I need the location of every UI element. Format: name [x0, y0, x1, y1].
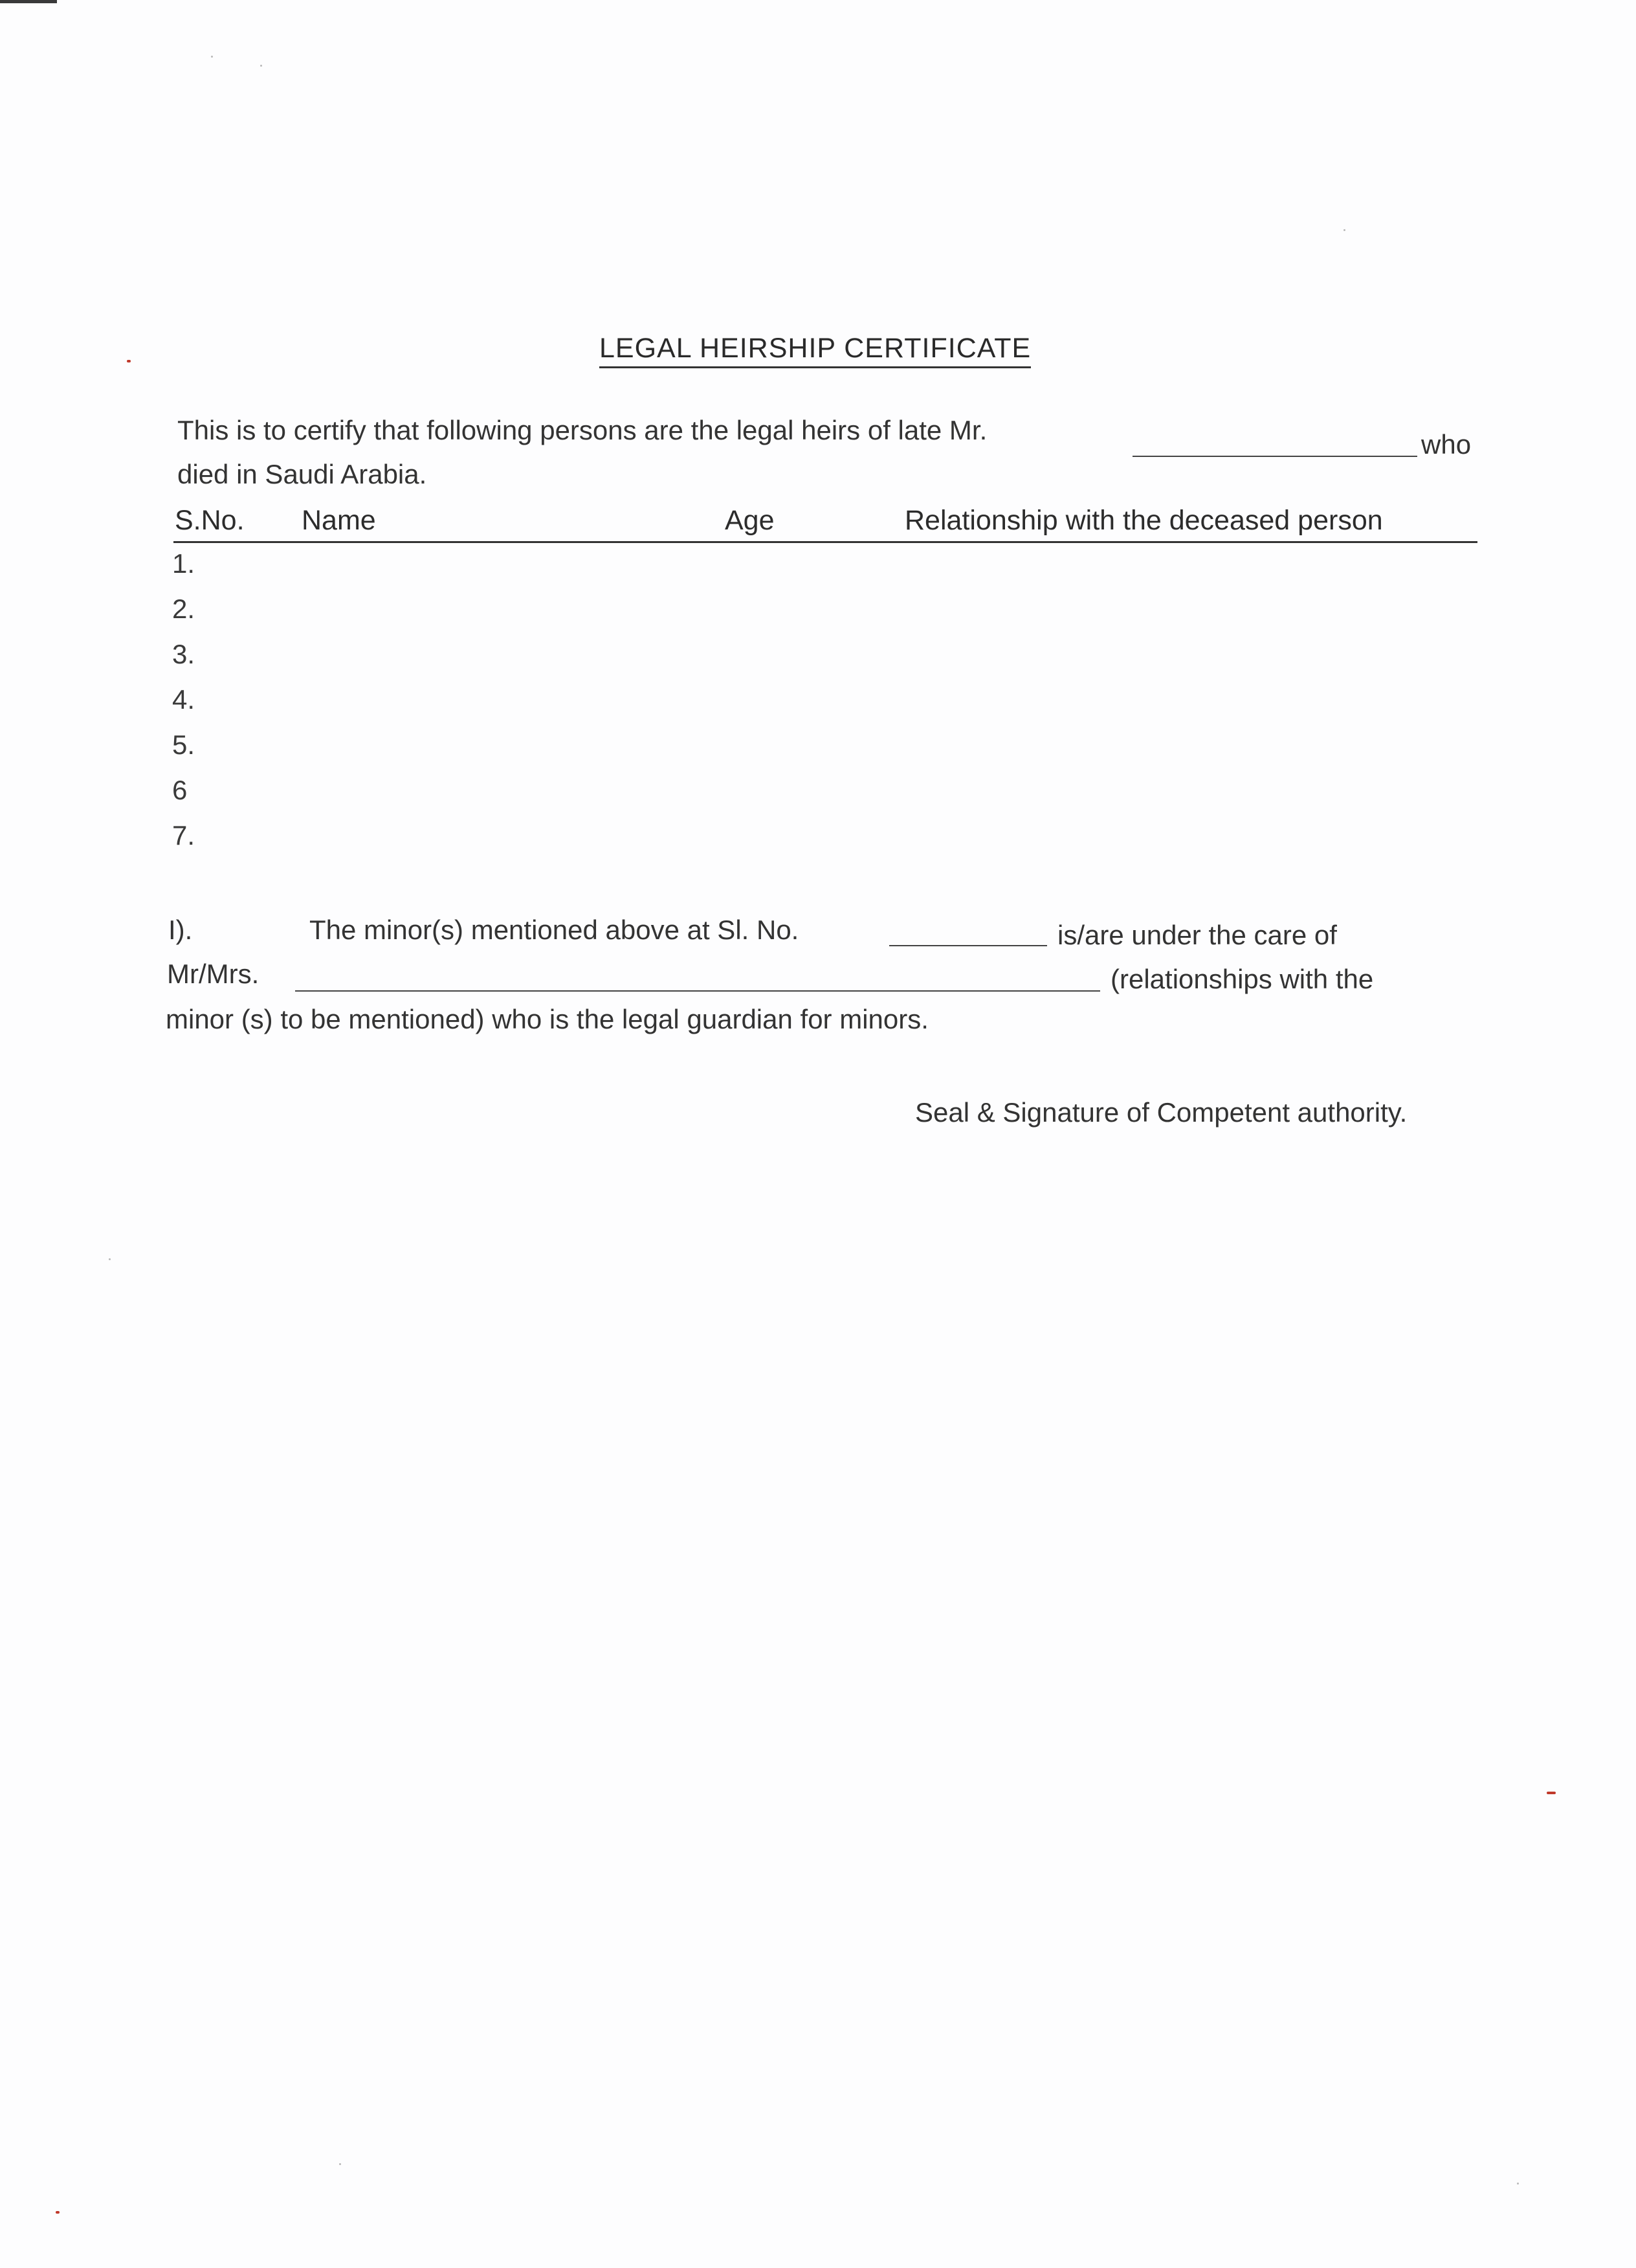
- row-number-4: 4.: [172, 684, 195, 715]
- row-number-7: 7.: [172, 820, 195, 850]
- intro-who: who: [1421, 429, 1472, 460]
- clause-text-4: minor (s) to be mentioned) who is the legal guardian for minors.: [166, 1004, 929, 1034]
- document-title: LEGAL HEIRSHIP CERTIFICATE: [599, 331, 1031, 368]
- clause-text-1: The minor(s) mentioned above at Sl. No.: [309, 915, 799, 945]
- scan-speck: [1517, 2183, 1519, 2185]
- clause-text-2: is/are under the care of: [1057, 920, 1337, 950]
- header-name: Name: [302, 505, 376, 536]
- header-sno: S.No.: [175, 505, 245, 536]
- serial-number-blank[interactable]: [889, 945, 1047, 946]
- row-number-6: 6: [172, 775, 188, 805]
- scan-edge-mark: [0, 0, 57, 3]
- row-number-1: 1.: [172, 548, 195, 579]
- intro-line-2: died in Saudi Arabia.: [177, 459, 427, 489]
- row-number-3: 3.: [172, 639, 195, 669]
- clause-text-3: (relationships with the: [1111, 964, 1374, 994]
- guardian-name-blank[interactable]: [295, 990, 1100, 992]
- heirs-table-header: [173, 502, 1477, 543]
- scan-speck: [211, 56, 213, 58]
- scan-speck: [260, 65, 262, 67]
- header-age: Age: [725, 505, 775, 536]
- clause-marker: I).: [168, 915, 193, 945]
- signature-line: Seal & Signature of Competent authority.: [915, 1097, 1408, 1128]
- scan-speck: [56, 2211, 60, 2214]
- deceased-name-blank[interactable]: [1133, 456, 1417, 457]
- scan-speck: [109, 1258, 111, 1260]
- scan-speck: [1547, 1792, 1556, 1794]
- scan-speck: [127, 360, 131, 362]
- row-number-5: 5.: [172, 729, 195, 760]
- row-number-2: 2.: [172, 594, 195, 624]
- intro-line-1: This is to certify that following persons are the legal heirs of late Mr.: [177, 415, 988, 445]
- clause-mrmrs: Mr/Mrs.: [167, 959, 260, 989]
- scan-speck: [1343, 229, 1345, 231]
- scan-speck: [339, 2163, 341, 2165]
- header-relationship: Relationship with the deceased person: [905, 505, 1383, 536]
